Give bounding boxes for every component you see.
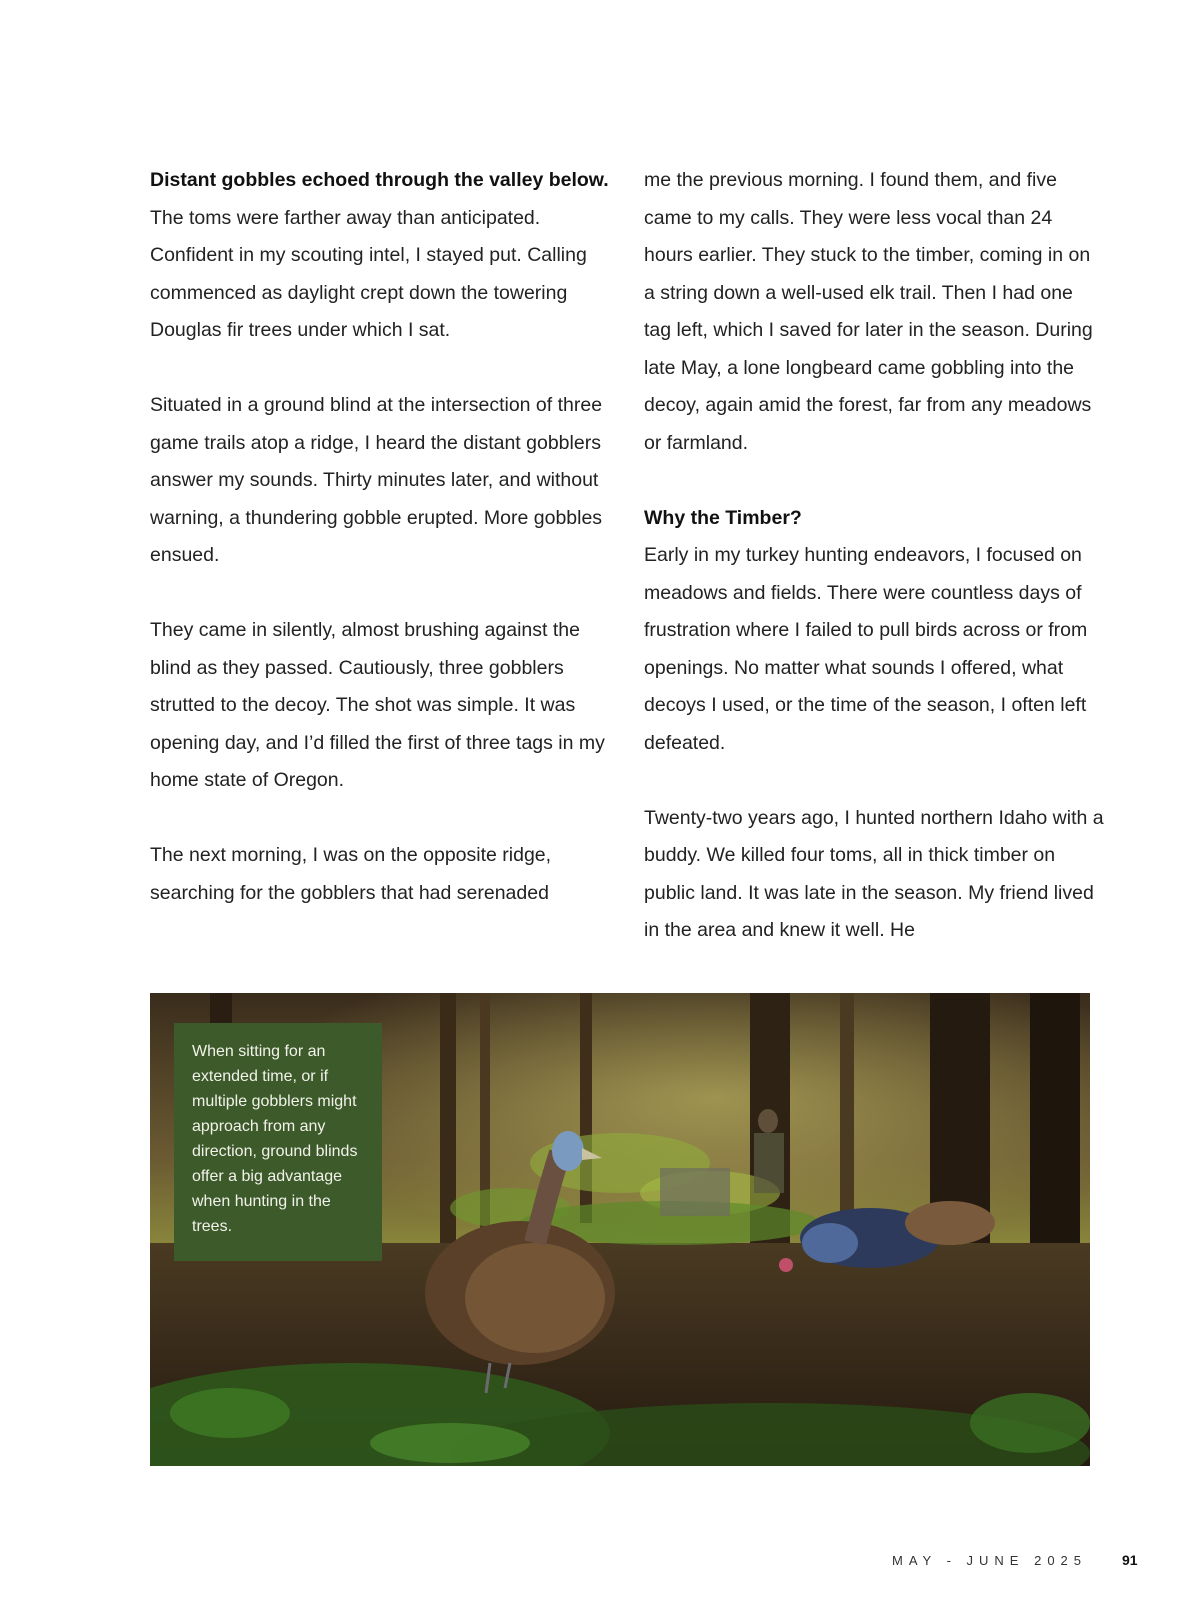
issue-date: MAY - JUNE 2025 xyxy=(892,1553,1088,1568)
page-number: 91 xyxy=(1122,1552,1138,1568)
photo-caption xyxy=(174,1023,382,1261)
paragraph-4: The next morning, I was on the opposite ridge, searching for the gobblers that had serenaded xyxy=(150,844,552,904)
paragraph-5: me the previous morning. I found them, and five came to my calls. They were less vocal than 24 hours earlier. They stuck to the timber, coming in on a string down a well-used elk trail. Then I had one tag left, which I saved for later in the season. During late May, a lone longbeard came gobbling into the decoy, again amid the forest, far from any meadows or farmland. xyxy=(644,169,1093,454)
paragraph-3: They came in silently, almost brushing against the blind as they passed. Cautiously, three gobblers strutted to the decoy. The shot was simple. It was opening day, and I’d filled the first of three tags in my home state of Oregon. xyxy=(150,619,605,791)
left-column xyxy=(150,162,610,950)
paragraph-7: Twenty-two years ago, I hunted northern Idaho with a buddy. We killed four toms, all in thick timber on public land. It was late in the season. My friend lived in the area and knew it well. He xyxy=(644,806,1104,941)
caption-text: When sitting for an extended time, or if multiple gobblers might approach from any direction, ground blinds offer a big advantage when hunting in the trees. xyxy=(192,1043,358,1235)
lead-in: Distant gobbles echoed through the valley below. xyxy=(150,169,609,191)
paragraph-1 xyxy=(150,162,610,350)
subheading: Why the Timber? xyxy=(644,506,802,529)
right-column xyxy=(644,162,1104,987)
turkey-photo xyxy=(150,993,1090,1466)
paragraph-2: Situated in a ground blind at the intersection of three game trails atop a ridge, I heard the distant gobblers answer my sounds. Thirty minutes later, and without warning, a thundering gobble erupted. More gobbles ensued. xyxy=(150,394,603,566)
paragraph-6: Early in my turkey hunting endeavors, I focused on meadows and fields. There were countless days of frustration where I failed to pull birds across or from openings. No matter what sounds I offered, what decoys I used, or the time of the season, I often left defeated. xyxy=(644,544,1088,754)
section-why-timber xyxy=(644,500,1104,763)
paragraph-1-text: The toms were farther away than anticipated. Confident in my scouting intel, I stayed put. Calling commenced as daylight crept down the towering Douglas fir trees under which I sat. xyxy=(150,206,587,341)
